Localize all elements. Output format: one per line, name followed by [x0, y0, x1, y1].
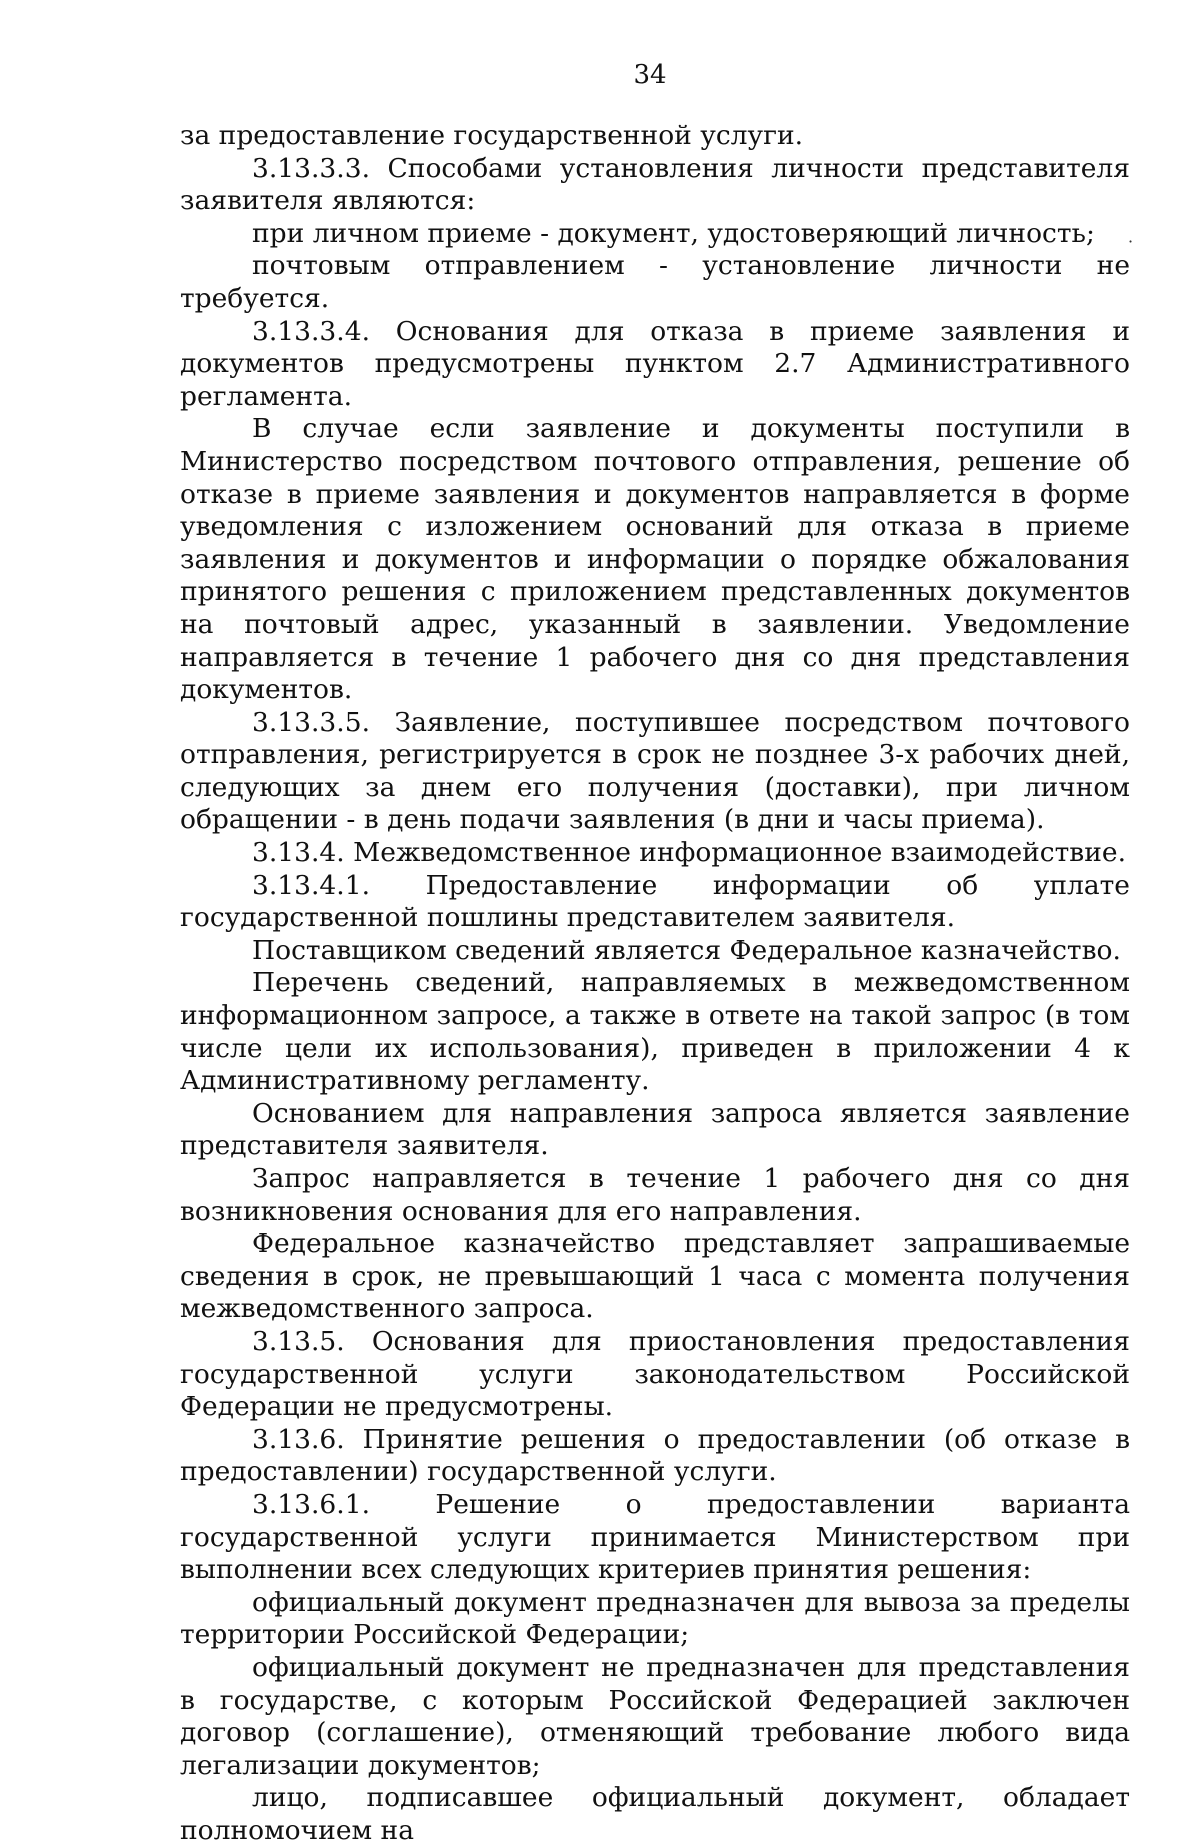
paragraph: за предоставление государственной услуги.: [180, 120, 804, 151]
paragraph: 3.13.3.4. Основания для отказа в приеме заявления и документов предусмотрены пунктом 2.7 Административного регламента.: [180, 315, 1130, 412]
paragraph: Основанием для направления запроса является заявление представителя заявителя.: [180, 1097, 1130, 1162]
paragraph: почтовым отправлением - установление личности не требуется.: [180, 250, 1130, 314]
paragraph: 3.13.4. Межведомственное информационное взаимодействие.: [252, 837, 1126, 869]
paragraph: Запрос направляется в течение 1 рабочего дня со дня возникновения основания для его направления.: [180, 1163, 1130, 1227]
paragraph: 3.13.6.1. Решение о предоставлении варианта государственной услуги принимается Министерством при выполнении всех следующих критериев принятия решения:: [180, 1488, 1130, 1586]
paragraph: лицо, подписавшее официальный документ, обладает полномочием на: [180, 1782, 1130, 1846]
paragraph: официальный документ не предназначен для представления в государстве, с которым Российской Федерацией заключен договор (соглашение), отменяющий требование любого вида легализации документов;: [180, 1651, 1130, 1781]
paragraph: Перечень сведений, направляемых в межведомственном информационном запросе, а также в ответе на такой запрос (в том числе цели их использования), приведен в приложении 4 к Административному регламенту.: [180, 967, 1130, 1097]
paragraph: 3.13.6. Принятие решения о предоставлении (об отказе в предоставлении) государственной услуги.: [180, 1423, 1130, 1488]
paragraph: 3.13.4.1. Предоставление информации об уплате государственной пошлины представителем заявителя.: [180, 869, 1130, 934]
document-body: [180, 120, 1130, 1847]
paragraph: официальный документ предназначен для вывоза за пределы территории Российской Федерации;: [180, 1586, 1130, 1651]
paragraph: 3.13.3.5. Заявление, поступившее посредством почтового отправления, регистрируется в срок не позднее 3-х рабочих дней, следующих за днем его получения (доставки), при личном обращении - в день подачи заявления (в дни и часы приема).: [180, 706, 1130, 836]
paragraph: Федеральное казначейство представляет запрашиваемые сведения в срок, не превышающий 1 часа с момента получения межведомственного запроса.: [180, 1228, 1130, 1325]
paragraph: при личном приеме - документ, удостоверяющий личность;: [252, 217, 1095, 249]
paragraph: 3.13.3.3. Способами установления личности представителя заявителя являются:: [180, 152, 1130, 217]
paragraph: В случае если заявление и документы поступили в Министерство посредством почтового отправления, решение об отказе в приеме заявления и документов направляется в форме уведомления с изложением оснований для отказа в приеме заявления и документов и информации о порядке обжалования принятого решения с приложением представленных документов на почтовый адрес, указанный в заявлении. Уведомление направляется в течение 1 рабочего дня со дня представления документов.: [180, 413, 1130, 706]
paragraph: Поставщиком сведений является Федеральное казначейство.: [252, 934, 1121, 966]
page-number: 34: [633, 60, 667, 90]
scan-speck: ·: [1128, 232, 1134, 251]
paragraph: 3.13.5. Основания для приостановления предоставления государственной услуги законодательством Российской Федерации не предусмотрены.: [180, 1325, 1130, 1423]
